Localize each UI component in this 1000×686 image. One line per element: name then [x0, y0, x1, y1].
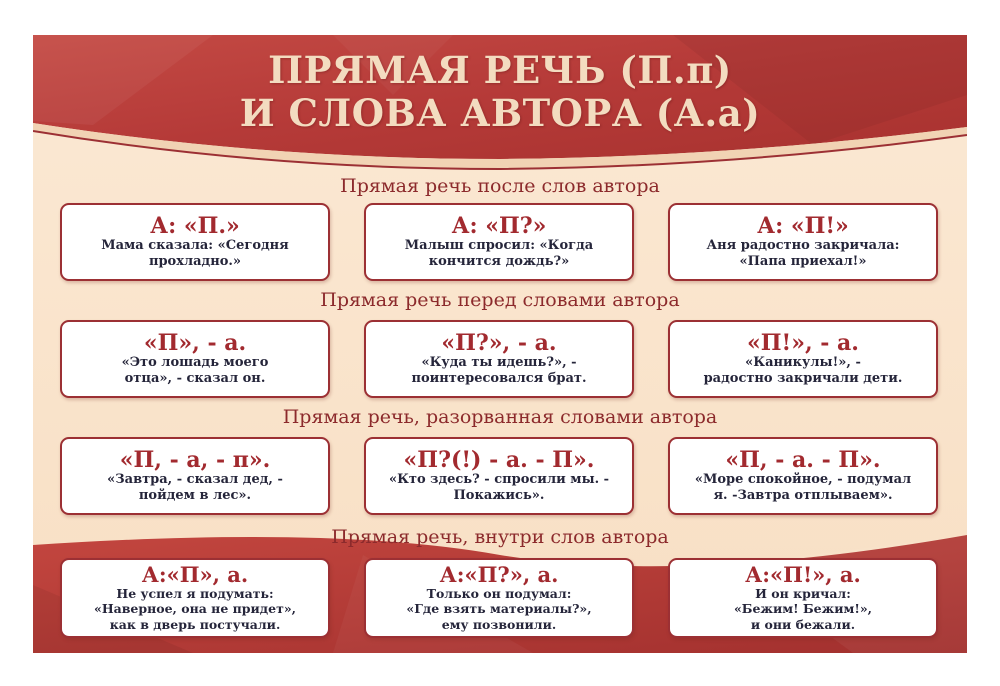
- rule-card: [364, 437, 634, 515]
- rule-card: [60, 558, 330, 638]
- poster: [33, 35, 967, 653]
- rule-formula: А: «П.»: [150, 213, 240, 239]
- rule-card: [60, 437, 330, 515]
- rule-formula: А: «П?»: [451, 213, 547, 239]
- rule-formula: «П!», - а.: [747, 330, 859, 356]
- rule-card: [60, 203, 330, 281]
- section-heading: Прямая речь перед словами автора: [320, 289, 680, 311]
- rule-example: Аня радостно закричала: «Папа приехал!»: [706, 238, 900, 269]
- section-heading: Прямая речь, внутри слов автора: [331, 526, 669, 548]
- rule-formula: «П», - а.: [143, 330, 247, 356]
- rule-formula: А:«П», а.: [141, 561, 249, 587]
- rule-formula: «П, - а. - П».: [725, 447, 881, 473]
- rule-formula: «П?», - а.: [441, 330, 557, 356]
- rule-card: [668, 320, 938, 398]
- section-heading: Прямая речь, разорванная словами автора: [282, 406, 718, 428]
- rule-example: «Завтра, - сказал дед, - пойдем в лес».: [107, 472, 283, 503]
- rule-example: И он кричал: «Бежим! Бежим!», и они бежали.: [733, 585, 873, 632]
- rule-example: «Каникулы!», - радостно закричали дети.: [703, 355, 903, 386]
- rule-example: Малыш спросил: «Когда кончится дождь?»: [404, 238, 594, 269]
- rule-card: [364, 558, 634, 638]
- title-line-1: ПРЯМАЯ РЕЧЬ (П.п): [268, 48, 732, 92]
- title-line-2: И СЛОВА АВТОРА (А.а): [239, 91, 761, 135]
- rule-example: «Куда ты идешь?», - поинтересовался брат.: [411, 355, 587, 386]
- rule-example: Только он подумал: «Где взять материалы?», ему позвонили.: [406, 585, 592, 632]
- rule-example: Мама сказала: «Сегодня прохладно.»: [101, 238, 289, 269]
- rule-example: «Море спокойное, - подумал я. -Завтра отплываем».: [694, 472, 912, 503]
- rule-card: [60, 320, 330, 398]
- rule-card: [364, 320, 634, 398]
- rule-card: [668, 437, 938, 515]
- rule-card: [668, 203, 938, 281]
- rule-example: Не успел я подумать: «Наверное, она не придет», как в дверь постучали.: [94, 585, 296, 632]
- rule-card: [668, 558, 938, 638]
- rule-formula: А: «П!»: [757, 213, 849, 239]
- rule-formula: А:«П?», а.: [439, 561, 559, 587]
- rule-formula: А:«П!», а.: [745, 561, 861, 587]
- rule-formula: «П, - а, - п».: [119, 447, 271, 473]
- section-heading: Прямая речь после слов автора: [340, 175, 660, 197]
- rule-card: [364, 203, 634, 281]
- rule-example: «Это лошадь моего отца», - сказал он.: [121, 355, 269, 386]
- page-title: [33, 49, 967, 135]
- rule-formula: «П?(!) - а. - П».: [403, 447, 595, 473]
- rule-example: «Кто здесь? - спросили мы. - Покажись».: [388, 472, 610, 503]
